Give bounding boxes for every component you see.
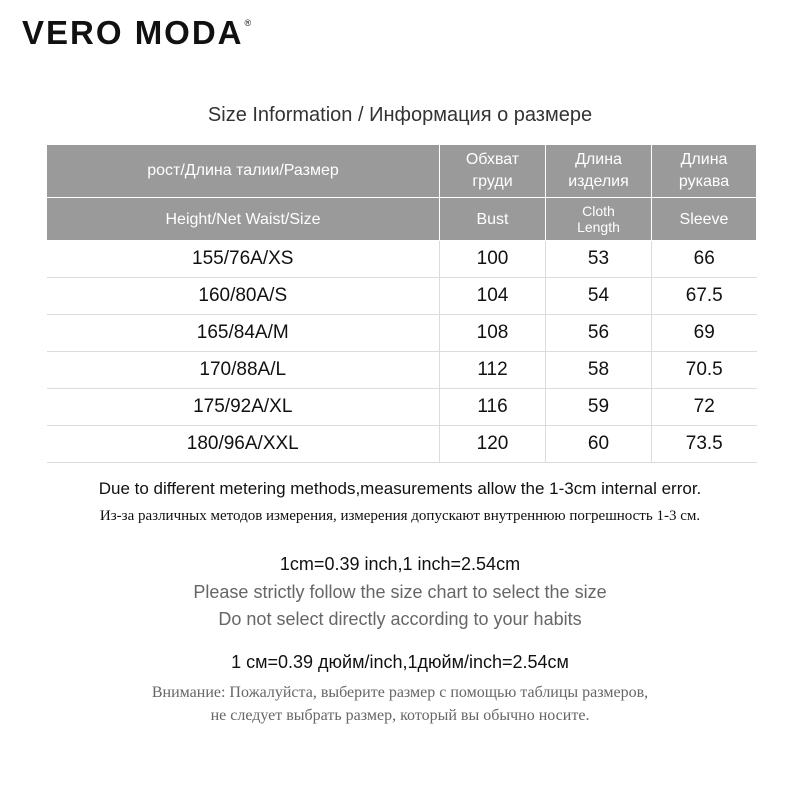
cell-length: 58 [546, 352, 652, 389]
cell-sleeve: 72 [652, 389, 757, 426]
header-sleeve-ru-line1: Длина [680, 151, 728, 168]
table-row [47, 278, 757, 315]
warning-ru-line1: Внимание: Пожалуйста, выберите размер с помощью таблицы размеров, [151, 684, 649, 701]
cell-bust: 108 [440, 315, 546, 352]
cell-size: 175/92A/XL [47, 389, 440, 426]
page-title: Size Information / Информация о размере [207, 104, 593, 126]
header-length-ru-line1: Длина [575, 151, 622, 168]
brand-name: VERO MODA [22, 14, 244, 51]
cell-size: 170/88A/L [47, 352, 440, 389]
cell-bust: 100 [440, 241, 546, 278]
header-row-ru [47, 145, 757, 198]
brand-logo [22, 14, 251, 52]
cell-sleeve: 67.5 [652, 278, 757, 315]
follow-size-chart-note: Please strictly follow the size chart to select the size [193, 582, 607, 602]
header-sleeve-ru-line2: рукава [678, 173, 730, 190]
cell-size: 155/76A/XS [47, 241, 440, 278]
habits-note: Do not select directly according to your habits [218, 609, 582, 629]
table-row [47, 241, 757, 278]
table-row [47, 389, 757, 426]
cell-bust: 116 [440, 389, 546, 426]
header-length-en-line2: Length [577, 219, 620, 235]
header-bust-ru [440, 145, 546, 198]
header-length-en-line1: Cloth [582, 203, 615, 219]
table-row [47, 352, 757, 389]
header-sleeve-ru [652, 145, 757, 198]
cell-length: 59 [546, 389, 652, 426]
cell-bust: 104 [440, 278, 546, 315]
header-row-en [47, 198, 757, 241]
cell-sleeve: 69 [652, 315, 757, 352]
conversion-en: 1cm=0.39 inch,1 inch=2.54cm [279, 554, 521, 574]
cell-length: 56 [546, 315, 652, 352]
table-row [47, 315, 757, 352]
cell-length: 53 [546, 241, 652, 278]
header-bust-ru-line1: Обхват [465, 151, 520, 168]
warning-ru-line2: не следует выбрать размер, который вы обычно носите. [210, 707, 590, 724]
size-table [46, 144, 757, 463]
cell-size: 160/80A/S [47, 278, 440, 315]
error-note-ru: Из-за различных методов измерения, измерения допускают внутреннюю погрешность 1-3 см. [99, 508, 701, 524]
cell-bust: 120 [440, 426, 546, 463]
cell-size: 180/96A/XXL [47, 426, 440, 463]
header-size-en: Height/Net Waist/Size [47, 198, 440, 241]
error-note-en: Due to different metering methods,measurements allow the 1-3cm internal error. [98, 479, 702, 498]
header-sleeve-en: Sleeve [652, 198, 757, 241]
cell-length: 60 [546, 426, 652, 463]
registered-mark: ® [244, 18, 252, 28]
header-length-en [546, 198, 652, 241]
header-bust-ru-line2: груди [472, 173, 513, 190]
header-bust-en: Bust [440, 198, 546, 241]
cell-sleeve: 66 [652, 241, 757, 278]
conversion-ru: 1 см=0.39 дюйм/inch,1дюйм/inch=2.54см [231, 652, 569, 672]
header-size-ru: рост/Длина талии/Размер [47, 145, 440, 198]
cell-size: 165/84A/M [47, 315, 440, 352]
cell-sleeve: 70.5 [652, 352, 757, 389]
table-row [47, 426, 757, 463]
header-length-ru [546, 145, 652, 198]
header-length-ru-line2: изделия [568, 173, 629, 190]
cell-bust: 112 [440, 352, 546, 389]
cell-length: 54 [546, 278, 652, 315]
cell-sleeve: 73.5 [652, 426, 757, 463]
